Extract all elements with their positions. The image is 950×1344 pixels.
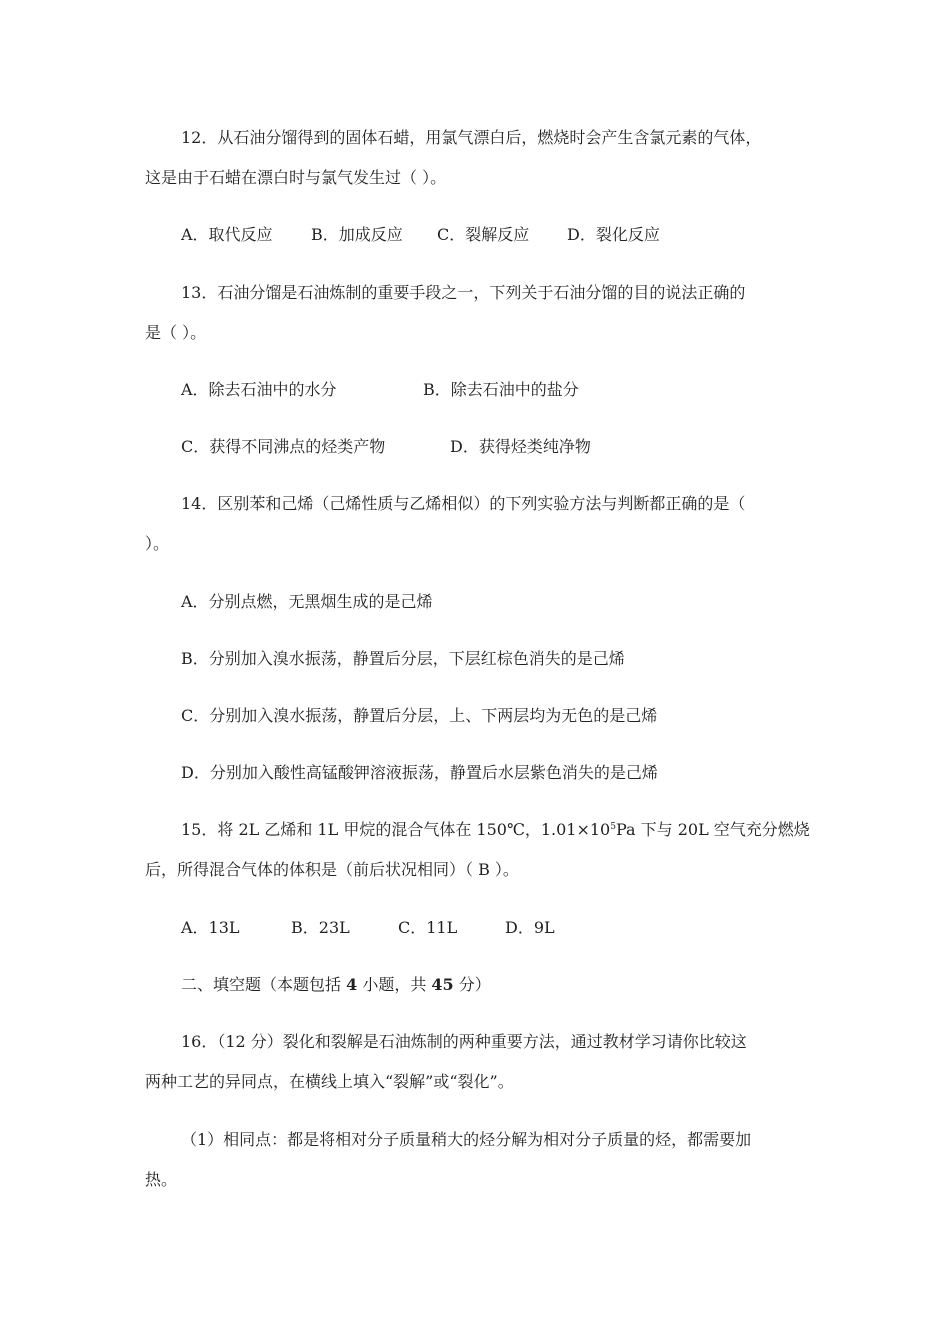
q14-option-c: C．分别加入溴水振荡，静置后分层，上、下两层均为无色的是己烯 xyxy=(181,706,658,725)
q15-exponent: 5 xyxy=(610,822,616,832)
q14-line2: ）。 xyxy=(145,534,170,553)
q14-option-d: D．分别加入酸性高锰酸钾溶液振荡，静置后水层紫色消失的是己烯 xyxy=(181,763,658,782)
section-heading-prefix: 二、填空题（本题包括 xyxy=(181,975,347,994)
section-question-count: 4 xyxy=(346,975,358,994)
q15-line1-text-a: 15．将 2L 乙烯和 1L 甲烷的混合气体在 150℃，1.01×10 xyxy=(181,820,611,839)
q13-option-d: D．获得烃类纯净物 xyxy=(450,437,591,456)
q13-line1: 13．石油分馏是石油炼制的重要手段之一，下列关于石油分馏的目的说法正确的 xyxy=(181,283,746,302)
section-heading xyxy=(181,975,491,995)
q12-line2: 这是由于石蜡在漂白时与氯气发生过（ ）。 xyxy=(145,168,447,187)
q14-line1: 14．区别苯和己烯（己烯性质与乙烯相似）的下列实验方法与判断都正确的是（ xyxy=(181,494,746,513)
q15-option-c: C．11L xyxy=(398,918,458,937)
q15-line1 xyxy=(181,820,810,840)
q16-line1: 16．（12 分）裂化和裂解是石油炼制的两种重要方法，通过教材学习请你比较这 xyxy=(181,1032,747,1051)
q16-line2: 两种工艺的异同点，在横线上填入“裂解”或“裂化”。 xyxy=(145,1072,514,1091)
q15-option-d: D．9L xyxy=(505,918,555,937)
section-heading-middle: 小题，共 xyxy=(357,975,432,994)
q15-line1-text-b: Pa 下与 20L 空气充分燃烧 xyxy=(615,820,810,839)
q13-option-a: A．除去石油中的水分 xyxy=(181,380,337,399)
q12-option-c: C．裂解反应 xyxy=(437,225,530,244)
q15-line2: 后，所得混合气体的体积是（前后状况相同）（ B ）。 xyxy=(145,860,519,879)
q12-option-b: B．加成反应 xyxy=(311,225,403,244)
q15-option-a: A．13L xyxy=(181,918,240,937)
q12-option-a: A．取代反应 xyxy=(181,225,273,244)
q16-sub1-line2: 热。 xyxy=(145,1170,178,1189)
section-heading-suffix: 分） xyxy=(453,975,491,994)
q13-line2: 是（ ）。 xyxy=(145,323,207,342)
q12-line1: 12．从石油分馏得到的固体石蜡，用氯气漂白后，燃烧时会产生含氯元素的气体， xyxy=(181,128,762,147)
q16-sub1-line1: （1）相同点：都是将相对分子质量稍大的烃分解为相对分子质量的烃，都需要加 xyxy=(181,1130,752,1149)
section-total-score: 45 xyxy=(431,975,454,994)
q12-option-d: D．裂化反应 xyxy=(567,225,660,244)
q13-option-b: B．除去石油中的盐分 xyxy=(423,380,579,399)
q14-option-a: A．分别点燃，无黑烟生成的是己烯 xyxy=(181,592,433,611)
q14-option-b: B．分别加入溴水振荡，静置后分层，下层红棕色消失的是己烯 xyxy=(181,649,625,668)
q15-option-b: B．23L xyxy=(291,918,350,937)
q13-option-c: C．获得不同沸点的烃类产物 xyxy=(181,437,386,456)
